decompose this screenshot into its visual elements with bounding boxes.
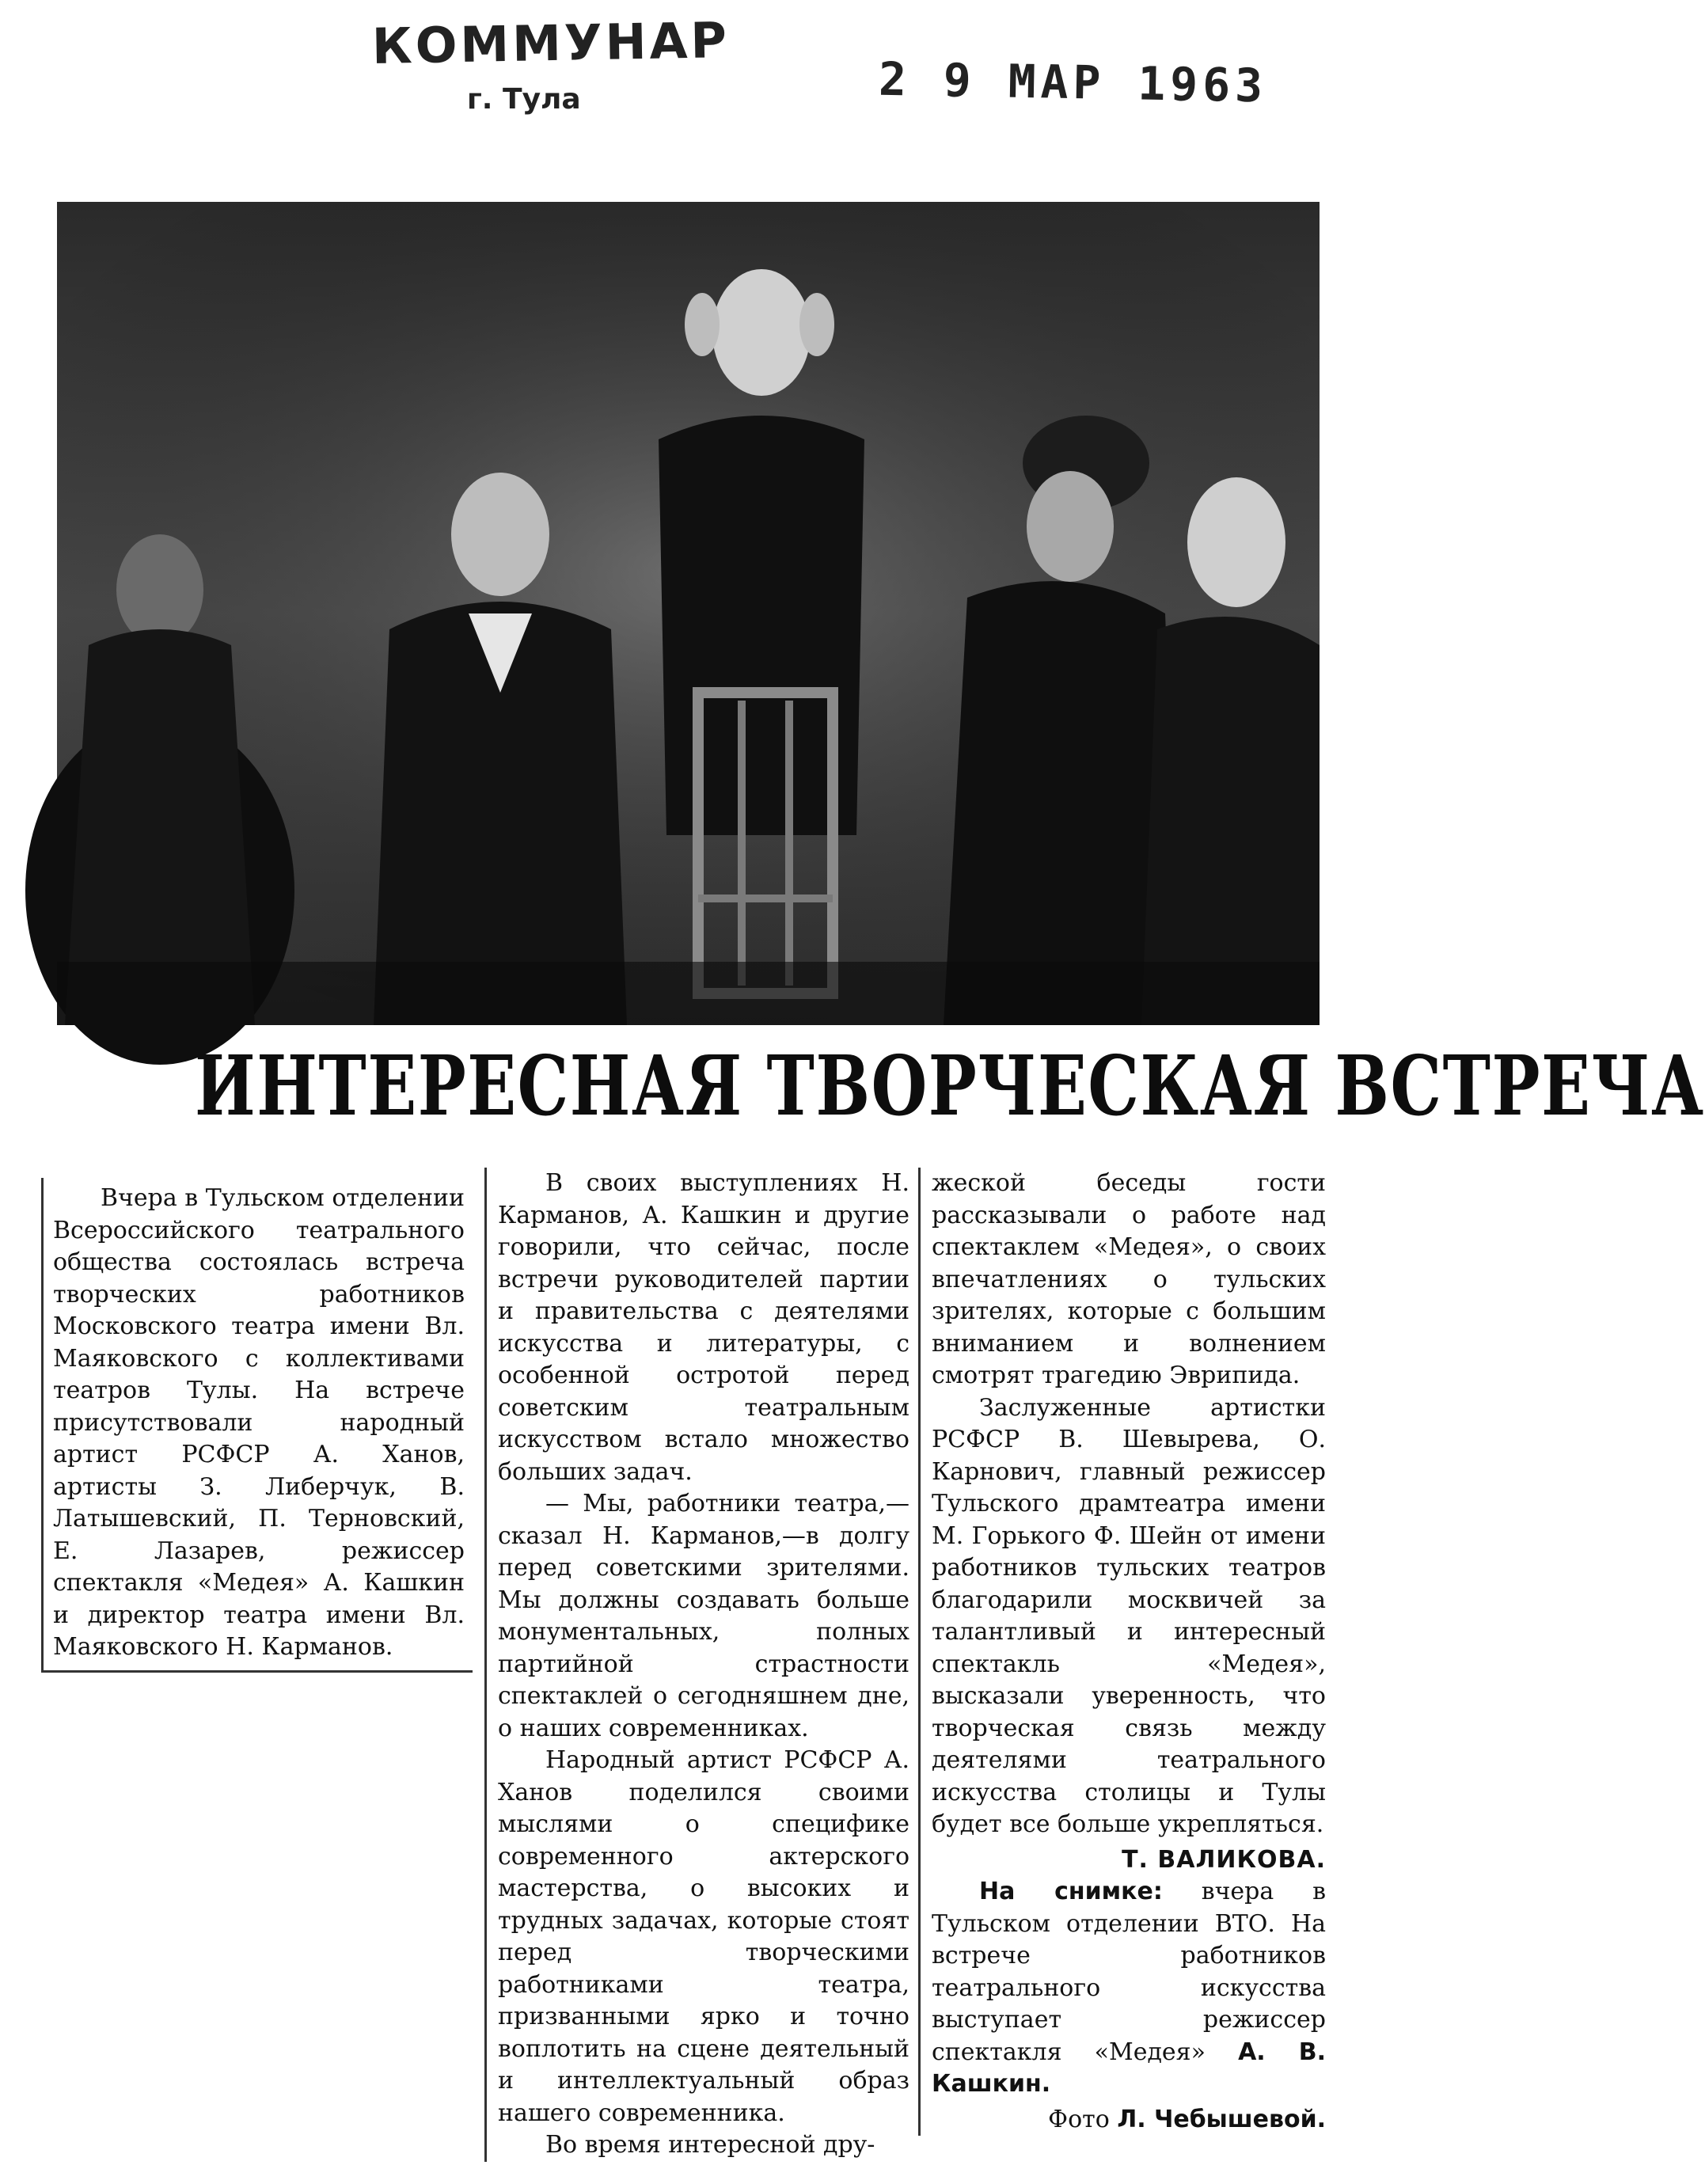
- author-byline: Т. ВАЛИКОВА.: [1122, 1845, 1326, 1874]
- article-column-1: [41, 1178, 473, 1673]
- paragraph: В своих выступлениях Н. Карманов, А. Кашкин и другие говорили, что сейчас, после встречи руководителей партии и правительства с деятелями искусства и литературы, с особенной остротой перед советским театральным искусством встало множество больших задач.: [498, 1169, 909, 1486]
- photo-credit-name: Л. Чебышевой.: [1117, 2105, 1326, 2133]
- news-photo: [57, 202, 1320, 1025]
- article-column-2: [484, 1168, 909, 2162]
- caption-text: вчера в Тульском отделении ВТО. На встрече работников театрального искусства выступает режиссер спектакля «Медея»: [932, 1878, 1326, 2066]
- paragraph: — Мы, работники театра,—сказал Н. Карманов,—в долгу перед советскими зрителями. Мы должны создавать больше монументальных, полных партийной страстности спектаклей о сегодняшнем дне, о наших современниках.: [498, 1490, 909, 1742]
- article-headline: ИНТЕРЕСНАЯ ТВОРЧЕСКАЯ ВСТРЕЧА: [195, 1037, 1705, 1134]
- photo-credit: [932, 2104, 1326, 2137]
- paragraph: Вчера в Тульском отделении Всероссийского театрального общества состоялась встреча творческих работников Московского театра имени Вл. Маяковского с коллективами театров Тулы. На встрече присутствовали народный артист РСФСР А. Ханов, артисты З. Либерчук, В. Латышевский, П. Терновский, Е. Лазарев, режиссер спектакля «Медея» А. Кашкин и директор театра имени Вл. Маяковского Н. Карманов.: [53, 1184, 465, 1661]
- paragraph: Заслуженные артистки РСФСР В. Шевырева, О. Карнович, главный режиссер Тульского драмтеатра имени М. Горького Ф. Шейн от имени работников тульских театров благодарили москвичей за талантливый и интересный спектакль «Медея», высказали уверенность, что творческая связь между деятелями театрального искусства столицы и Тулы будет все больше укрепляться.: [932, 1393, 1326, 1838]
- paragraph: Народный артист РСФСР А. Ханов поделился своими мыслями о специфике современного актерского мастерства, о высоких и трудных задачах, которые стоят перед творческими работниками театра, призванными ярко и точно воплотить на сцене деятельный и интеллектуальный образ нашего современника.: [498, 1746, 909, 2127]
- city-stamp: г. Тула: [467, 83, 581, 116]
- caption-lead: На снимке:: [979, 1878, 1163, 1905]
- photo-caption: [932, 1876, 1326, 2101]
- article-column-3: [918, 1168, 1326, 2136]
- newspaper-stamp: КОММУНАР: [371, 11, 731, 75]
- photo-illustration: [57, 202, 1320, 1025]
- photo-credit-prefix: Фото: [1048, 2105, 1118, 2133]
- paragraph: Во время интересной дру-: [545, 2131, 875, 2159]
- date-stamp: 2 9 МАР 1963: [878, 51, 1268, 113]
- paragraph: жеской беседы гости рассказывали о работе над спектаклем «Медея», о своих впечатлениях о тульских зрителях, которые с большим вниманием и волнением смотрят трагедию Эврипида.: [932, 1169, 1326, 1389]
- caption-name: А. В. Кашкин.: [932, 2038, 1326, 2098]
